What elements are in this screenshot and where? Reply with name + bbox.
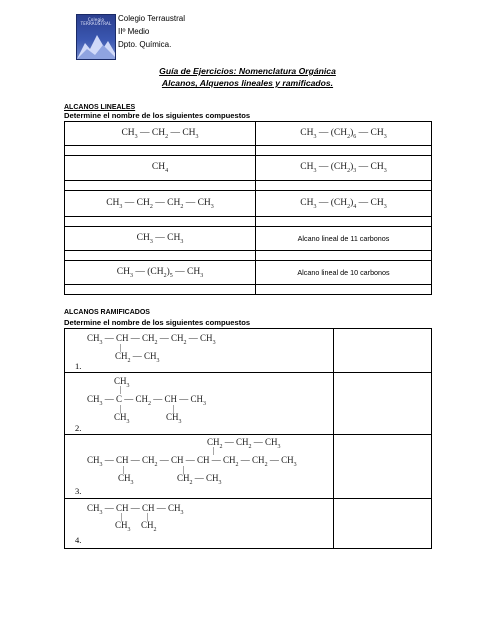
branch-bond: | — [120, 404, 122, 413]
branch-bond: | — [120, 343, 122, 352]
main-chain: $CH_3$ — CH — $CH_2$ — $CH_2$ — $CH_3$ — [87, 333, 216, 346]
branch-chain: $CH_2$ — $CH_3$ — [115, 351, 160, 364]
answer-cell[interactable] — [256, 285, 432, 295]
branched-alkanes-table — [64, 328, 432, 549]
mountain-icon — [77, 29, 115, 59]
item-number: 4. — [75, 535, 82, 545]
bottom-branch: $CH_3$ — [118, 473, 134, 486]
formula-cell — [256, 122, 432, 146]
answer-cell[interactable] — [65, 217, 256, 227]
main-chain: $CH_3$ — CH — $CH_2$ — CH — CH — $CH_2$ — $CH_2$ — $CH_3$ — [87, 455, 297, 468]
branch-bond: | — [147, 512, 149, 521]
section-instruction-branched: Determine el nombre de los siguientes compuestos — [64, 318, 251, 327]
answer-cell[interactable] — [65, 251, 256, 261]
description-cell: Alcano lineal de 10 carbonos — [256, 261, 432, 285]
page-subtitle: Alcanos, Alquenos lineales y ramificados. — [161, 78, 334, 88]
answer-cell[interactable] — [256, 251, 432, 261]
description-cell: Alcano lineal de 11 carbonos — [256, 227, 432, 251]
section-heading-linear: ALCANOS LINEALES — [64, 104, 136, 111]
department-label: Dpto. Química. — [118, 40, 172, 49]
bottom-branch: $CH_2$ — $CH_3$ — [177, 473, 222, 486]
formula-cell — [65, 191, 256, 217]
structure-cell-3 — [65, 435, 334, 499]
formula: $CH_3$ — $(CH_2)_5$ — $CH_3$ — [116, 266, 204, 279]
item-number: 1. — [75, 361, 82, 371]
formula-cell — [256, 191, 432, 217]
structure-cell-4 — [65, 499, 334, 549]
bottom-branch: $CH_3$ — [166, 412, 182, 425]
answer-cell[interactable] — [334, 499, 432, 549]
formula: $CH_3$ — $CH_3$ — [136, 232, 184, 245]
page-title: Guía de Ejercicios: Nomenclatura Orgánica — [159, 66, 336, 76]
structure-cell-1 — [65, 329, 334, 373]
answer-cell[interactable] — [334, 435, 432, 499]
item-number: 3. — [75, 486, 82, 496]
answer-cell[interactable] — [256, 146, 432, 156]
school-name: Colegio Terraustral — [118, 14, 185, 23]
bottom-branch: $CH_2$ — [141, 520, 157, 533]
branch-bond: | — [121, 512, 123, 521]
formula: $CH_3$ — $CH_2$ — $CH_2$ — $CH_3$ — [106, 197, 214, 210]
formula: $CH_3$ — $(CH_2)_3$ — $CH_3$ — [300, 162, 387, 174]
bottom-branch: $CH_3$ — [115, 520, 131, 533]
branch-bond: | — [183, 465, 185, 474]
answer-cell[interactable] — [65, 181, 256, 191]
formula: $CH_3$ — $(CH_2)_6$ — $CH_3$ — [300, 127, 387, 140]
answer-cell[interactable] — [65, 285, 256, 295]
formula-cell — [65, 122, 256, 146]
item-number: 2. — [75, 423, 82, 433]
formula: $CH_3$ — $(CH_2)_4$ — $CH_3$ — [300, 197, 387, 210]
formula-cell — [65, 261, 256, 285]
answer-cell[interactable] — [334, 329, 432, 373]
branch-bond: | — [173, 404, 175, 413]
main-chain: $CH_3$ — C — $CH_2$ — CH — $CH_3$ — [87, 394, 207, 407]
top-branch: $CH_2$ — $CH_2$ — $CH_3$ — [207, 437, 281, 450]
section-heading-branched: ALCANOS RAMIFICADOS — [64, 309, 150, 316]
answer-cell[interactable] — [65, 146, 256, 156]
main-chain: $CH_3$ — CH — CH — $CH_3$ — [87, 503, 184, 516]
formula-cell — [256, 156, 432, 181]
answer-cell[interactable] — [334, 373, 432, 435]
branch-bond: | — [120, 385, 122, 394]
formula: $CH_3$ — $CH_2$ — $CH_3$ — [121, 127, 199, 140]
top-branch: $CH_3$ — [114, 376, 130, 389]
bottom-branch: $CH_3$ — [114, 412, 130, 425]
grade-label: IIº Medio — [118, 27, 150, 36]
answer-cell[interactable] — [256, 181, 432, 191]
branch-bond: | — [123, 465, 125, 474]
logo-text: Colegio TERRAUSTRAL — [80, 17, 112, 26]
formula-cell — [65, 227, 256, 251]
structure-cell-2 — [65, 373, 334, 435]
answer-cell[interactable] — [256, 217, 432, 227]
branch-bond: | — [213, 446, 215, 455]
formula-cell — [65, 156, 256, 181]
school-logo — [76, 14, 116, 60]
formula: $CH_4$ — [151, 162, 169, 174]
linear-alkanes-table — [64, 121, 432, 295]
section-instruction-linear: Determine el nombre de los siguientes compuestos — [64, 111, 251, 120]
